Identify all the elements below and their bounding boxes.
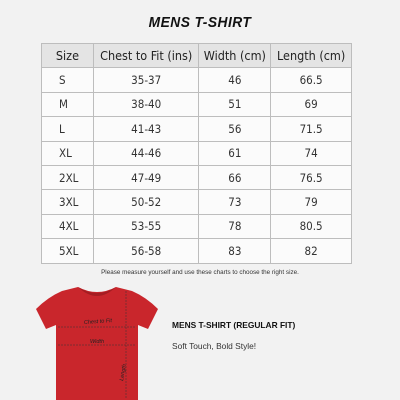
fit-title: MENS T-SHIRT (REGULAR FIT) — [172, 320, 296, 330]
header-length: Length (cm) — [271, 44, 352, 68]
cell-chest: 41-43 — [93, 117, 199, 141]
page-title: MENS T-SHIRT — [148, 14, 252, 31]
cell-width: 73 — [199, 190, 271, 214]
table-row — [42, 165, 352, 189]
table-header-row — [42, 44, 352, 68]
cell-chest: 50-52 — [93, 190, 199, 214]
cell-length: 74 — [271, 141, 352, 165]
tshirt-illustration — [34, 283, 160, 400]
length-label: Length — [119, 363, 128, 382]
cell-size: XL — [42, 141, 94, 165]
fit-subtitle: Soft Touch, Bold Style! — [172, 341, 257, 351]
table-row — [42, 92, 352, 116]
cell-chest: 53-55 — [93, 214, 199, 238]
table-row — [42, 117, 352, 141]
cell-chest: 47-49 — [93, 165, 199, 189]
cell-length: 66.5 — [271, 68, 352, 92]
cell-size: 4XL — [42, 214, 94, 238]
cell-size: 2XL — [42, 165, 94, 189]
header-size: Size — [42, 44, 94, 68]
header-chest: Chest to Fit (ins) — [93, 44, 199, 68]
table-row — [42, 190, 352, 214]
table-row — [42, 141, 352, 165]
cell-size: L — [42, 117, 94, 141]
cell-size: 3XL — [42, 190, 94, 214]
chest-label: Chest to Fit — [83, 318, 113, 326]
cell-width: 66 — [199, 165, 271, 189]
cell-length: 71.5 — [271, 117, 352, 141]
cell-size: 5XL — [42, 239, 94, 263]
cell-chest: 38-40 — [93, 92, 199, 116]
cell-length: 76.5 — [271, 165, 352, 189]
cell-length: 82 — [271, 239, 352, 263]
cell-chest: 56-58 — [93, 239, 199, 263]
cell-size: M — [42, 92, 94, 116]
cell-width: 61 — [199, 141, 271, 165]
cell-width: 83 — [199, 239, 271, 263]
cell-length: 69 — [271, 92, 352, 116]
cell-width: 46 — [199, 68, 271, 92]
table-row — [42, 214, 352, 238]
table-row — [42, 239, 352, 263]
cell-width: 78 — [199, 214, 271, 238]
header-width: Width (cm) — [199, 44, 271, 68]
cell-chest: 35-37 — [93, 68, 199, 92]
cell-width: 56 — [199, 117, 271, 141]
table-row — [42, 68, 352, 92]
cell-width: 51 — [199, 92, 271, 116]
cell-size: S — [42, 68, 94, 92]
cell-length: 80.5 — [271, 214, 352, 238]
cell-chest: 44-46 — [93, 141, 199, 165]
cell-length: 79 — [271, 190, 352, 214]
width-label: Width — [90, 339, 105, 345]
size-chart-table — [41, 43, 352, 264]
measure-note: Please measure yourself and use these charts to choose the right size. — [101, 269, 299, 276]
